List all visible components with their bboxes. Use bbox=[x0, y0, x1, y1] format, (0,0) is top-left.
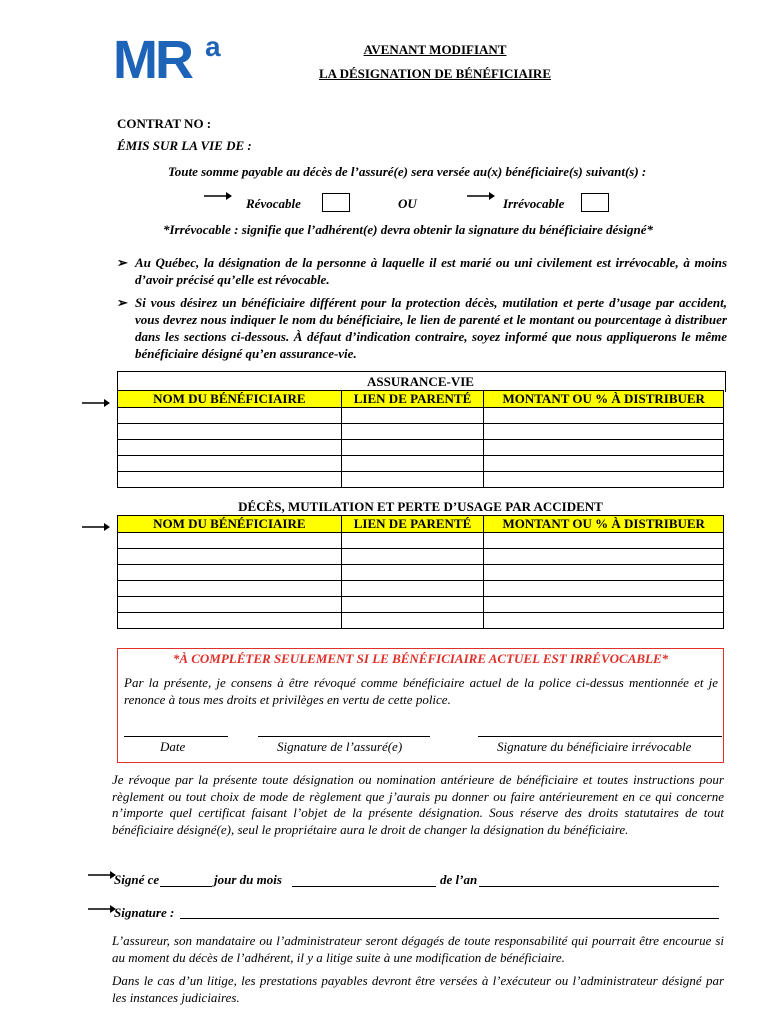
table1-assurance-vie bbox=[117, 390, 724, 488]
lien-cell[interactable] bbox=[341, 456, 484, 472]
lien-cell[interactable] bbox=[341, 472, 484, 488]
lien-cell[interactable] bbox=[341, 613, 484, 629]
montant-cell[interactable] bbox=[484, 472, 724, 488]
montant-cell[interactable] bbox=[484, 440, 724, 456]
signature-assure-line[interactable] bbox=[258, 736, 430, 737]
nom-cell[interactable] bbox=[118, 472, 342, 488]
montant-cell[interactable] bbox=[484, 549, 724, 565]
lien-cell[interactable] bbox=[341, 549, 484, 565]
montant-cell[interactable] bbox=[484, 613, 724, 629]
intro-text: Toute somme payable au décès de l’assuré(e) sera versée au(x) bénéficiaire(s) suivant(s) : bbox=[168, 164, 647, 179]
nom-cell[interactable] bbox=[118, 533, 342, 549]
arrow-icon bbox=[467, 191, 495, 201]
irrevocable-label: Irrévocable bbox=[503, 196, 565, 211]
col-montant: MONTANT OU % À DISTRIBUER bbox=[484, 391, 724, 408]
de-lan-label: de l’an bbox=[440, 872, 478, 887]
table2-section-title: DÉCÈS, MUTILATION ET PERTE D’USAGE PAR ACCIDENT bbox=[238, 499, 603, 514]
table-row bbox=[118, 472, 724, 488]
contrat-no-label: CONTRAT NO : bbox=[117, 116, 212, 131]
arrow-icon bbox=[82, 398, 110, 408]
lien-cell[interactable] bbox=[341, 424, 484, 440]
revocation-paragraph: Je révoque par la présente toute désignation ou nomination antérieure de bénéficiaire et toutes instructions pour règlement ou tout choix de mode de règlement que j’aurais pu donner ou faire antérieurement en ce qui concerne n’importe quel certificat faisant l’objet de la présente désignation. Sous réserve des droits statutaires de tout bénéficiaire désigné(e), seul le propriétaire aura le droit de changer la désignation du bénéficiaire. bbox=[112, 772, 724, 837]
signature-beneficiaire-line[interactable] bbox=[478, 736, 722, 737]
table-row bbox=[118, 613, 724, 629]
table-row bbox=[118, 597, 724, 613]
lien-cell[interactable] bbox=[341, 440, 484, 456]
revocable-label: Révocable bbox=[246, 196, 301, 211]
bullet-quebec: ➢ Au Québec, la désignation de la personne à laquelle il est marié ou uni civilement est irrévocable, à moins d’avoir précisé qu’elle est révocable. bbox=[117, 255, 727, 287]
signature-label: Signature : bbox=[114, 905, 175, 920]
nom-cell[interactable] bbox=[118, 424, 342, 440]
col-nom-beneficiaire: NOM DU BÉNÉFICIAIRE bbox=[118, 516, 342, 533]
svg-text:MR: MR bbox=[113, 32, 191, 82]
irrevocable-note: *Irrévocable : signifie que l’adhérent(e) devra obtenir la signature du bénéficiaire désigné* bbox=[163, 222, 653, 237]
montant-cell[interactable] bbox=[484, 424, 724, 440]
montant-cell[interactable] bbox=[484, 597, 724, 613]
table1-section-title: ASSURANCE-VIE bbox=[367, 374, 474, 389]
irrevocable-consent-text: Par la présente, je consens à être révoqué comme bénéficiaire actuel de la police ci-dessus mentionnée et je renonce à tous mes droits et privilèges en vertu de cette police. bbox=[124, 675, 718, 707]
nom-cell[interactable] bbox=[118, 565, 342, 581]
footer-paragraph-2: Dans le cas d’un litige, les prestations payables devront être versées à l’exécuteur ou l’administrateur désigné par les instances judiciaires. bbox=[112, 973, 724, 1005]
lien-cell[interactable] bbox=[341, 581, 484, 597]
nom-cell[interactable] bbox=[118, 456, 342, 472]
bullet-different-beneficiary: ➢ Si vous désirez un bénéficiaire différent pour la protection décès, mutilation et perte d’usage par accident, vous devrez nous indiquer le nom du bénéficiaire, le lien de parenté et le montant ou pourcentage à distribuer dans les sections ci-dessous. À défaut d’indication contraire, soyez informé que nous appliquerons le même bénéficiaire désigné qu’en assurance-vie. bbox=[117, 295, 727, 361]
col-lien-parente: LIEN DE PARENTÉ bbox=[341, 391, 484, 408]
nom-cell[interactable] bbox=[118, 613, 342, 629]
montant-cell[interactable] bbox=[484, 565, 724, 581]
footer-paragraph-1: L’assureur, son mandataire ou l’administrateur seront dégagés de toute responsabilité qui pourrait être encourue si au moment du décès de l’adhérent, il y a litige suite à une modification de bénéficiaire. bbox=[112, 933, 724, 965]
year-field[interactable] bbox=[479, 886, 719, 887]
arrow-icon bbox=[88, 904, 116, 914]
lien-cell[interactable] bbox=[341, 533, 484, 549]
table2-deces-mutilation bbox=[117, 515, 724, 629]
table-row bbox=[118, 533, 724, 549]
table-row bbox=[118, 581, 724, 597]
arrow-icon bbox=[204, 191, 232, 201]
signature-beneficiaire-label: Signature du bénéficiaire irrévocable bbox=[497, 739, 692, 754]
day-field[interactable] bbox=[160, 886, 212, 887]
nom-cell[interactable] bbox=[118, 581, 342, 597]
bullet-arrow-icon: ➢ bbox=[117, 295, 128, 310]
montant-cell[interactable] bbox=[484, 533, 724, 549]
table1-header-row bbox=[118, 391, 724, 408]
signature-assure-label: Signature de l’assuré(e) bbox=[277, 739, 403, 754]
table-row bbox=[118, 549, 724, 565]
nom-cell[interactable] bbox=[118, 408, 342, 424]
document-title-line1: AVENANT MODIFIANT bbox=[363, 42, 507, 57]
document-title-line2: LA DÉSIGNATION DE BÉNÉFICIAIRE bbox=[318, 66, 551, 81]
table-row bbox=[118, 424, 724, 440]
irrevocable-box-title: *À COMPLÉTER SEULEMENT SI LE BÉNÉFICIAIRE ACTUEL EST IRRÉVOCABLE* bbox=[172, 651, 669, 666]
col-nom-beneficiaire: NOM DU BÉNÉFICIAIRE bbox=[118, 391, 342, 408]
irrevocable-checkbox[interactable] bbox=[581, 193, 609, 212]
lien-cell[interactable] bbox=[341, 565, 484, 581]
table-row bbox=[118, 565, 724, 581]
table-row bbox=[118, 408, 724, 424]
month-field[interactable] bbox=[292, 886, 436, 887]
revocable-checkbox[interactable] bbox=[322, 193, 350, 212]
nom-cell[interactable] bbox=[118, 597, 342, 613]
jour-du-mois-label: jour du mois bbox=[214, 872, 282, 887]
nom-cell[interactable] bbox=[118, 440, 342, 456]
montant-cell[interactable] bbox=[484, 581, 724, 597]
bullet-arrow-icon: ➢ bbox=[117, 255, 128, 270]
signe-ce-label: Signé ce bbox=[114, 872, 160, 887]
signature-field[interactable] bbox=[180, 918, 719, 919]
nom-cell[interactable] bbox=[118, 549, 342, 565]
emis-sur-la-vie-label: ÉMIS SUR LA VIE DE : bbox=[117, 138, 252, 153]
lien-cell[interactable] bbox=[341, 597, 484, 613]
table2-header-row bbox=[118, 516, 724, 533]
svg-text:a: a bbox=[205, 32, 221, 62]
lien-cell[interactable] bbox=[341, 408, 484, 424]
arrow-icon bbox=[88, 870, 116, 880]
col-montant: MONTANT OU % À DISTRIBUER bbox=[484, 516, 724, 533]
arrow-icon bbox=[82, 522, 110, 532]
date-line[interactable] bbox=[124, 736, 228, 737]
ou-label: OU bbox=[398, 196, 417, 211]
table-row bbox=[118, 440, 724, 456]
montant-cell[interactable] bbox=[484, 456, 724, 472]
montant-cell[interactable] bbox=[484, 408, 724, 424]
col-lien-parente: LIEN DE PARENTÉ bbox=[341, 516, 484, 533]
date-label: Date bbox=[160, 739, 186, 754]
table-row bbox=[118, 456, 724, 472]
